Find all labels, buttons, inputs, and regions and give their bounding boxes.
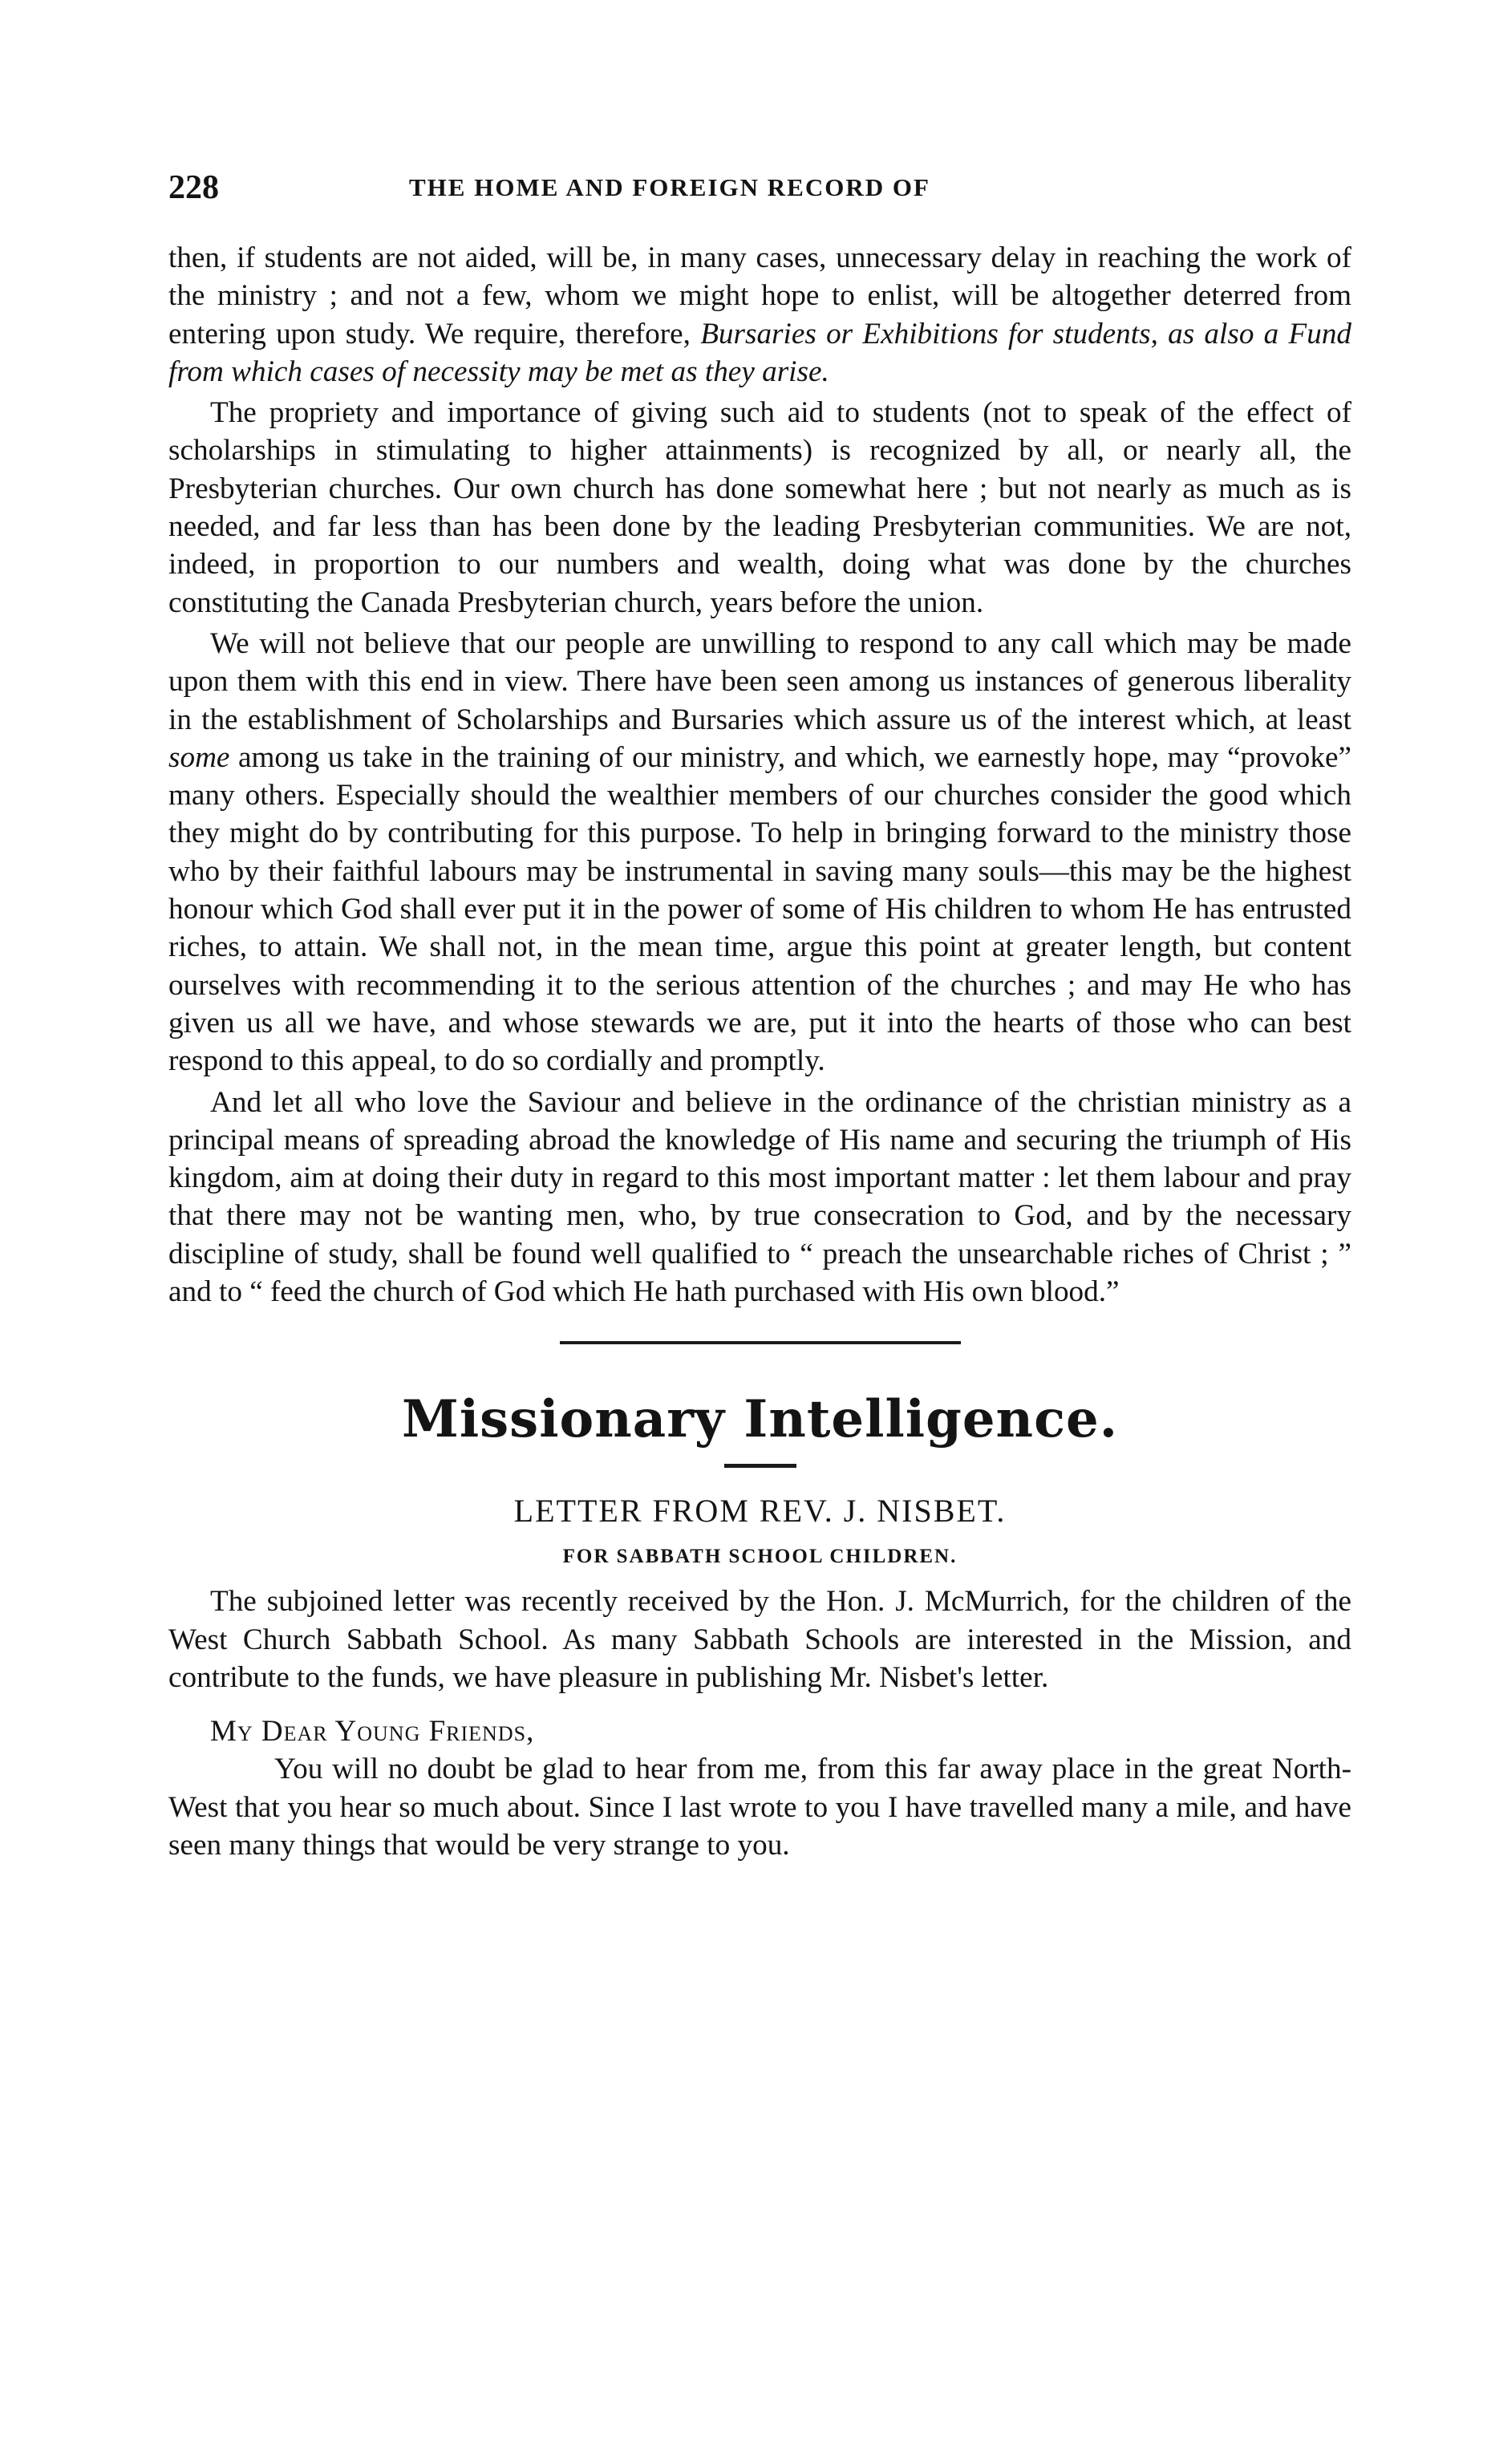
- letter-intro: The subjoined letter was recently received by the Hon. J. McMurrich, for the children of the West Church Sabbath School. As many Sabbath Schools are interested in the Mission, and contribute to the funds, we have pleasure in publishing Mr. Nisbet's letter.: [168, 1585, 1351, 1694]
- title-rule: [724, 1464, 796, 1468]
- letter-subtitle: FOR SABBATH SCHOOL CHILDREN.: [562, 1546, 958, 1568]
- paragraph-exhortation: And let all who love the Saviour and believe in the ordinance of the christian ministry as a principal means of spreading abroad the knowledge of His name and securing the triumph of His kingdom, aim at doing their duty in regard to this most important matter : let them labour and pray that there may not be wanting men, who, by true consecration to God, and by the necessary discipline of study, shall be found well qualified to “ preach the unsearchable riches of Christ ; ” and to “ feed the church of God which He hath purchased with His own blood.”: [168, 1085, 1351, 1309]
- running-head: [168, 168, 1355, 217]
- section-divider: [560, 1341, 961, 1344]
- journal-title: THE HOME AND FOREIGN RECORD OF: [409, 173, 930, 201]
- italic-emphasis: some: [168, 740, 230, 774]
- letter-salutation: My Dear Young Friends,: [210, 1715, 535, 1749]
- paragraph-text: among us take in the training of our ministry, and which, we earnestly hope, may “provoke” many others. Especially should the wealthier members of our churches consider the good which they might do by contributing for this purpose. To help in bringing forward to the ministry those who by their faithful labours may be instrumental in saving many souls—this may be the highest honour which God shall ever put it in the power of some of His children to whom He has entrusted riches, to attain. We shall not, in the mean time, argue this point at greater length, but content ourselves with recommending it to the serious attention of the churches ; and may He who has given us all we have, and whose stewards we are, put it into the hearts of those who can best respond to this appeal, to do so cordially and promptly.: [168, 740, 1351, 1078]
- section-title: Missionary Intelligence.: [401, 1389, 1119, 1450]
- italic-emphasis: Bursaries or Exhibitions for students, as also a Fund from which cases of necessity may be met as they arise.: [168, 317, 1352, 388]
- page-number: 228: [168, 169, 219, 206]
- paragraph-text: We will not believe that our people are unwilling to respond to any call which may be made upon them with this end in view. There have been seen among us instances of generous liberality in the establishment of Scholarships and Bursaries which assure us of the interest which, at least: [168, 626, 1351, 736]
- paragraph-propriety: The propriety and importance of giving such aid to students (not to speak of the effect of scholarships in stimulating to higher attainments) is recognized by all, or nearly all, the Presbyterian churches. Our own church has done somewhat here ; but not nearly as much as is needed, and far less than has been done by the leading Presbyterian communities. We are not, indeed, in proportion to our numbers and wealth, doing what was done by the churches constituting the Canada Presbyterian church, years before the union.: [168, 396, 1351, 619]
- paragraph-liberality: [168, 625, 1351, 1080]
- letter-title: LETTER FROM REV. J. NISBET.: [513, 1493, 1007, 1530]
- letter-body: You will no doubt be glad to hear from me, from this far away place in the great North-West that you hear so much about. Since I last wrote to you I have travelled many a mile, and have seen many things that would be very strange to you.: [168, 1753, 1351, 1862]
- paragraph-text: then, if students are not aided, will be, in many cases, unnecessary delay in reaching the work of the ministry ; and not a few, whom we might hope to enlist, will be altogether deterred from entering upon study. We require, therefore,: [168, 241, 1351, 351]
- text-column: [168, 239, 1351, 1864]
- paragraph-bursaries: [168, 239, 1351, 391]
